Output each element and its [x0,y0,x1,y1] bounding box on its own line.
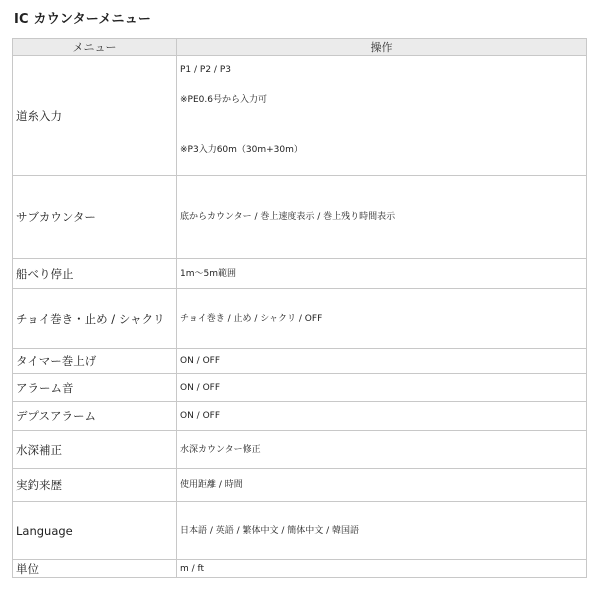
table-row [13,469,587,502]
table-row [13,560,587,578]
menu-item-label: 船べり停止 [13,259,177,289]
operation-text: ON / OFF [177,374,587,402]
operation-text: 底からカウンター / 巻上速度表示 / 巻上残り時間表示 [177,176,587,259]
table-row [13,374,587,402]
menu-item-label: デプスアラーム [13,402,177,431]
operation-text: P1 / P2 / P3 [180,65,231,75]
menu-item-label: チョイ巻き・止め / シャクリ [13,289,177,349]
table-row [13,259,587,289]
header-menu: メニュー [13,39,177,56]
menu-item-label: 単位 [13,560,177,578]
menu-item-label: 水深補正 [13,431,177,469]
operation-text: 水深カウンター修正 [177,431,587,469]
table-row [13,502,587,560]
operation-text: ※P3入力60m（30m+30m） [180,145,303,155]
operation-text: 1m〜5m範囲 [177,259,587,289]
operation-text: ON / OFF [177,349,587,374]
menu-item-label: サブカウンター [13,176,177,259]
menu-item-label: アラーム音 [13,374,177,402]
table-row [13,56,587,176]
operation-text: ※PE0.6号から入力可 [180,95,267,105]
header-operation: 操作 [177,39,587,56]
menu-item-label: 実釣来歴 [13,469,177,502]
table-row [13,431,587,469]
operation-cell [177,56,587,176]
menu-item-label: 道糸入力 [13,56,177,176]
menu-table [12,38,587,578]
menu-item-label: タイマー巻上げ [13,349,177,374]
header-row [13,39,587,56]
operation-text: 使用距離 / 時間 [177,469,587,502]
page-title: IC カウンターメニュー [14,12,152,27]
menu-item-label: Language [13,502,177,560]
table-row [13,349,587,374]
operation-text: ON / OFF [177,402,587,431]
table-row [13,176,587,259]
operation-text: 日本語 / 英語 / 繁体中文 / 簡体中文 / 韓国語 [177,502,587,560]
table-row [13,402,587,431]
operation-text: m / ft [177,560,587,578]
operation-text: チョイ巻き / 止め / シャクリ / OFF [177,289,587,349]
table-row [13,289,587,349]
